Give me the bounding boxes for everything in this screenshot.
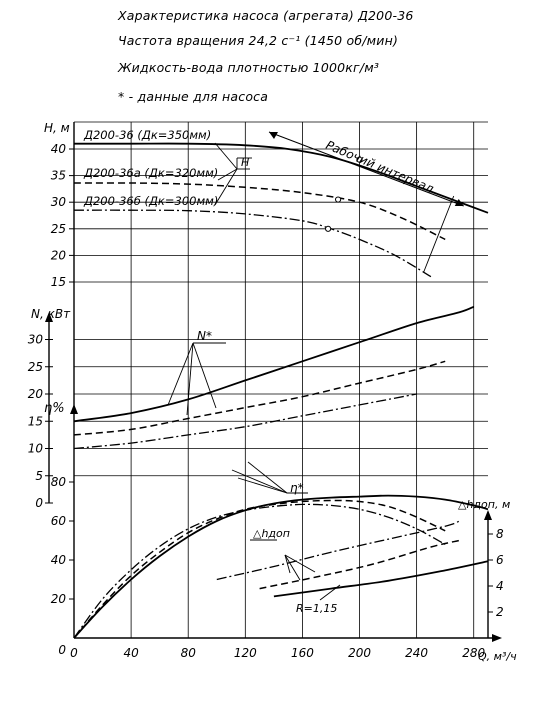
- h-axis-label: H, м: [44, 121, 70, 135]
- power-series-1: [74, 307, 474, 422]
- working-range-arrow: [269, 132, 464, 206]
- q-tick-label: 120: [233, 646, 257, 660]
- working-range-end-line: [424, 196, 454, 272]
- h-tick-label: 35: [50, 168, 66, 183]
- h-tick-label: 20: [50, 248, 66, 263]
- n-tick-label: 30: [27, 332, 43, 347]
- npsh-leader: [320, 585, 340, 600]
- eta-axis-label: η%: [44, 401, 65, 416]
- working-range-point: [326, 226, 331, 231]
- n-tick-label: 5: [35, 468, 43, 483]
- q-tick-label: 280: [462, 646, 486, 660]
- eta-tick-label: 40: [50, 553, 66, 567]
- eta-leader: [232, 470, 287, 493]
- npsh-tick-label: 4: [496, 579, 504, 593]
- impeller-d350-label: Д200-36 (Дк=350мм): [84, 128, 212, 142]
- eta-tick-label: 80: [50, 475, 66, 489]
- eta-leader: [248, 462, 287, 493]
- n-leader: [193, 343, 216, 408]
- h-tick-label: 40: [50, 142, 66, 156]
- header-speed: Частота вращения 24,2 с⁻¹ (1450 об/мин): [118, 33, 399, 48]
- working-range-point: [336, 197, 341, 202]
- head-series-2: [74, 183, 445, 239]
- q-tick-label: 240: [405, 646, 429, 660]
- n-tick-label: 20: [27, 387, 43, 401]
- q-tick-label: 200: [348, 646, 371, 660]
- h-leader: [215, 143, 237, 169]
- npsh-tick-label: 2: [496, 605, 504, 619]
- efficiency-series-3: [74, 504, 445, 638]
- r-note: R=1,15: [296, 602, 338, 615]
- n-tick-label: 10: [27, 441, 43, 456]
- header-fluid: Жидкость-вода плотностью 1000кг/м³: [118, 60, 380, 75]
- q-axis-label: Q, м³/ч: [478, 650, 517, 663]
- npsh-tick-label: 6: [496, 553, 504, 567]
- npsh-tick-label: 8: [496, 527, 504, 541]
- h-tick-label: 30: [50, 195, 66, 210]
- q-tick-label: 160: [290, 646, 314, 660]
- eta-tick-label: 20: [50, 592, 66, 606]
- eta-tick-label: 60: [50, 514, 66, 528]
- npsh-axis-label: △hдоп, м: [458, 498, 511, 511]
- head-series-3: [74, 210, 431, 277]
- n-leader: [168, 343, 193, 405]
- efficiency-series-1: [74, 496, 488, 638]
- n-curve-tag: N*: [197, 329, 212, 343]
- h-curve-tag: H: [241, 156, 250, 169]
- h-tick-label: 15: [50, 275, 66, 289]
- q-axis-arrow: [492, 634, 502, 642]
- header-title: Характеристика насоса (агрегата) Д200-36: [118, 8, 414, 23]
- impeller-d320-label: Д200-36а (Дк=320мм): [84, 166, 219, 180]
- impeller-d300-label: Д200-36б (Дк=300мм): [84, 194, 219, 208]
- npsh-curve-tag: △hдоп: [253, 527, 290, 540]
- n-tick-label: 15: [27, 414, 43, 429]
- n-axis-label: N, кВт: [31, 307, 71, 321]
- npsh-axis-arrow: [484, 510, 492, 520]
- working-range-arrowhead-start: [269, 132, 278, 139]
- eta-axis-arrow: [70, 404, 78, 414]
- n-tick-label: 0: [35, 496, 43, 510]
- eta-curve-tag: η*: [290, 481, 304, 495]
- h-tick-label: 25: [50, 221, 66, 236]
- working-range-label: Рабочий интервал: [323, 137, 436, 196]
- q-tick-label: 80: [180, 646, 196, 660]
- q-tick-label: 0: [70, 646, 78, 660]
- q-tick-label: 40: [123, 646, 139, 660]
- n-tick-label: 25: [27, 359, 43, 374]
- origin-label: 0: [58, 643, 66, 657]
- header-note: * - данные для насоса: [118, 89, 269, 104]
